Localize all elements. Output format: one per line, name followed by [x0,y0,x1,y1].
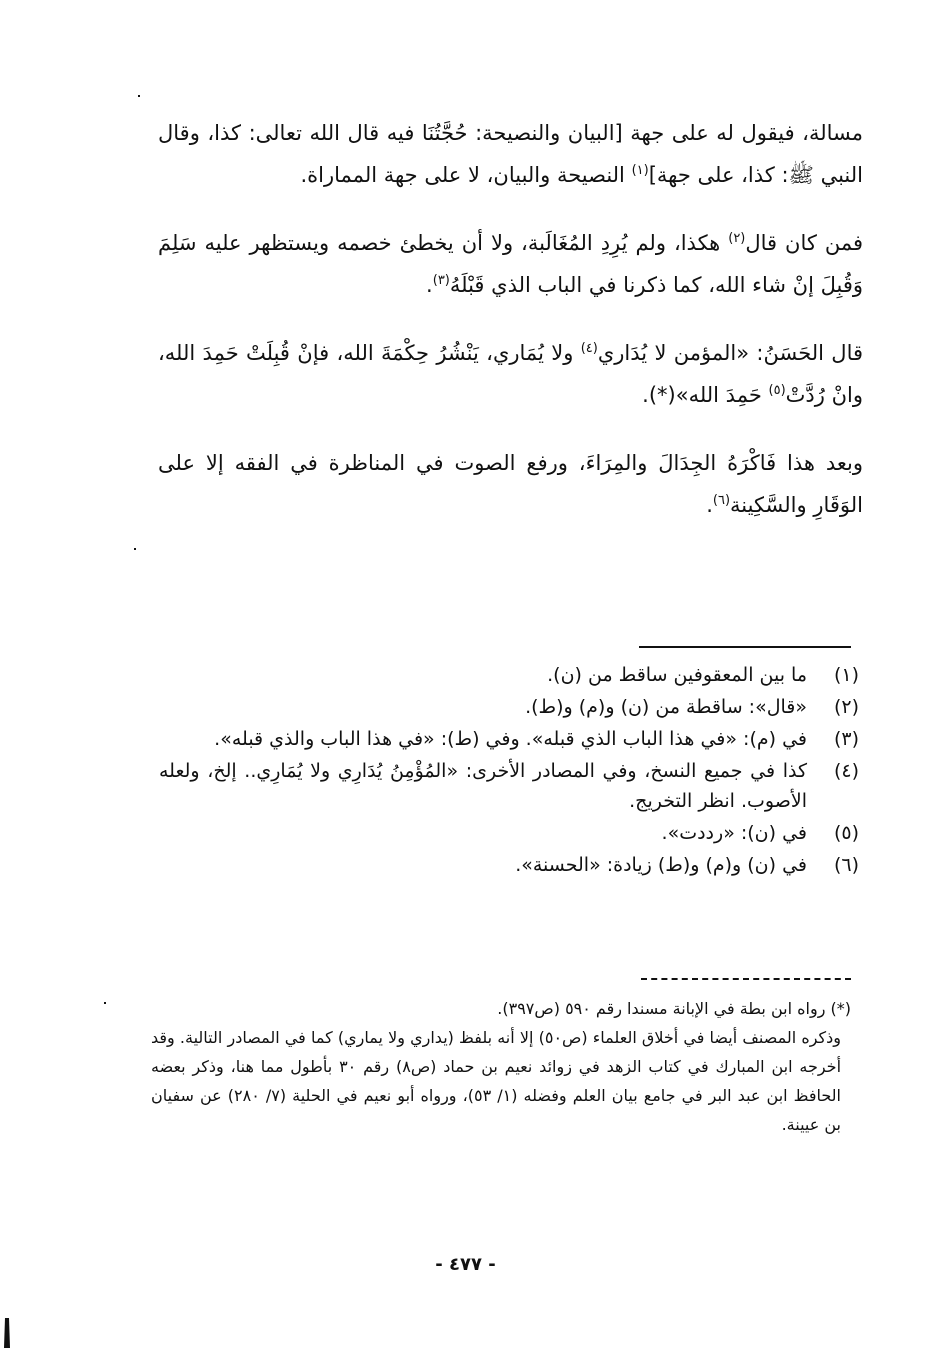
paragraph-text: حَمِدَ الله»(*). [642,383,769,407]
footnote-item [159,756,859,816]
paragraph-text: . [426,273,433,297]
source-line [151,994,851,1023]
paragraph-3 [158,332,863,416]
paragraph-text: النصيحة والبيان، لا على جهة المماراة. [300,163,632,187]
footnote-number: (٤) [833,760,859,782]
source-text: رواه ابن بطة في الإبانة مسندا رقم ٥٩٠ (ص٣٩٧). [497,999,826,1018]
footnote-ref: (٤) [580,341,598,356]
page-edge-mark [4,1318,10,1348]
footnote-ref: (٥) [768,383,786,398]
footnote-ref: (٦) [712,493,731,508]
source-note [151,994,851,1139]
footnote-item [159,850,859,880]
footnote-number: (٦) [833,854,859,876]
footnote-item [159,818,859,848]
footnote-number: (٣) [833,728,859,750]
footnote-ref: (١) [631,163,649,178]
print-speck [104,1002,106,1004]
footnote-number: (١) [833,664,859,686]
footnote-item [159,660,859,690]
paragraph-4 [158,442,863,526]
paragraph-text: فمن كان قال [745,231,863,255]
source-body: وذكره المصنف أيضا في أخلاق العلماء (ص٥٠) إلا أنه بلفظ (يداري ولا يماري) كما في المصادر التالية. وقد أخرجه ابن المبارك في كتاب الزهد في زوائد نعيم بن حماد (ص٨) رقم ٣٠ بأطول مما هنا، وذكر بعضه الحافظ ابن عبد البر في جامع بيان العلم وفضله (١/ ٥٣)، ورواه أبو نعيم في الحلية (٧/ ٢٨٠) عن سفيان بن عيينة. [151,1028,842,1134]
print-speck [138,95,140,97]
paragraph-text: مسالة، فيقول له على جهة [البيان والنصيحة: حُجَّتُنَا فيه قال الله تعالى: كذا، وقال النبي ﷺ: كذا، على جهة] [158,121,863,187]
footnote-number: (٢) [833,696,859,718]
main-text [158,112,863,552]
footnote-text: في (ن) و(م) و(ط) زيادة: «الحسنة». [515,854,807,876]
page-number: - ٤٧٧ - [435,1254,496,1275]
paragraph-text: هكذا، ولم يُرِدِ المُغَالَبة، ولا أن يخطئ خصمه ويستظهر عليه سَلِمَ وَقُبِلَ إنْ شاء الله، كما ذكرنا في الباب الذي قَبْلَهُ [158,231,863,297]
print-speck [134,548,136,550]
footnote-ref: (٢) [728,231,746,246]
source-divider [641,978,851,980]
footnote-item [159,692,859,722]
paragraph-1 [158,112,863,196]
footnote-number: (٥) [833,822,859,844]
paragraph-text: وبعد هذا فَاكْرَهُ الجِدَالَ والمِرَاءَ، ورفع الصوت في المناظرة في الفقه إلا على الوَقَارِ والسَّكِينة [158,451,863,517]
footnote-divider [639,646,851,648]
paragraph-text: ولا يُمَاري، يَنْشُرُ حِكْمَةَ الله، فإنْ قُبِلَتْ حَمِدَ الله، وانْ رُدَّتْ [158,341,863,407]
footnote-ref: (٣) [432,273,450,288]
paragraph-text: قال الحَسَنُ: «المؤمن لا يُدَاري [597,341,864,365]
paragraph-2 [158,222,863,306]
footnote-text: كذا في جميع النسخ، وفي المصادر الأخرى: «المُؤْمِنُ يُدَارِي ولا يُمَارِي.. إلخ، ولعله الأصوب. انظر التخريج. [159,760,807,812]
footnote-text: ما بين المعقوفين ساقط من (ن). [547,664,807,686]
footnote-text: في (م): «في هذا الباب الذي قبله». وفي (ط): «في هذا الباب والذي قبله». [214,728,807,750]
footnote-list [159,660,859,882]
footnote-item [159,724,859,754]
footnote-text: «قال»: ساقطة من (ن) و(م) و(ط). [525,696,807,718]
paragraph-text: . [706,493,713,517]
source-marker: (*) [830,999,851,1018]
footnote-text: في (ن): «رددت». [661,822,807,844]
